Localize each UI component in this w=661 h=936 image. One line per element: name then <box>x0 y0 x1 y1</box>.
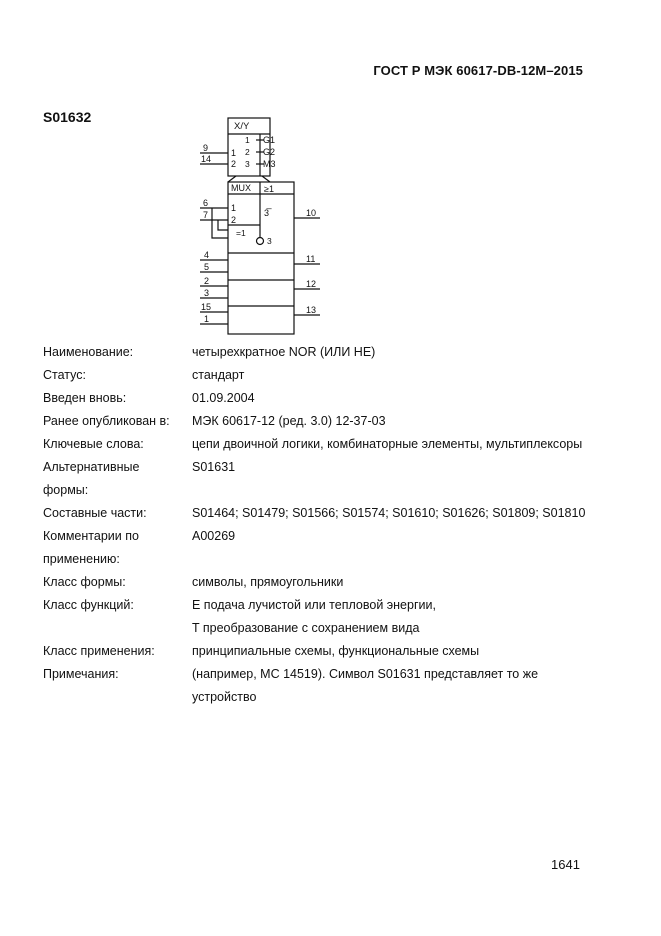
field-value: символы, прямоугольники <box>192 575 344 589</box>
field-shape-class <box>43 571 633 594</box>
section1-pin-1: 4 <box>204 250 210 260</box>
output-pin-3: 12 <box>306 279 317 289</box>
field-value: цепи двоичной логики, комбинаторные элементы, мультиплексоры <box>192 437 583 451</box>
field-label: Составные части: <box>43 506 147 520</box>
section3-pin-1: 15 <box>201 302 212 312</box>
control-title: X/Y <box>234 121 250 132</box>
logic-symbol-diagram <box>190 112 340 342</box>
field-label: Класс формы: <box>43 575 126 589</box>
field-label: Комментарии по применению: <box>43 529 139 566</box>
xor-output-number: 3 <box>267 236 272 246</box>
page-number: 1641 <box>551 857 580 872</box>
field-published-in <box>43 410 633 433</box>
field-value: четырехкратное NOR (ИЛИ НЕ) <box>192 345 376 359</box>
control-out-number-3: 3 <box>245 159 250 169</box>
symbol-code: S01632 <box>43 109 92 125</box>
field-value: МЭК 60617-12 (ред. 3.0) 12-37-03 <box>192 414 386 428</box>
invert-circle <box>257 238 264 245</box>
document-header: ГОСТ Р МЭК 60617-DB-12М–2015 <box>373 63 583 78</box>
field-keywords <box>43 433 633 456</box>
logic-symbol-svg <box>190 112 340 342</box>
mux-in-label-1: 1 <box>231 203 237 213</box>
control-in-label-1: 1 <box>231 148 237 158</box>
field-name <box>43 341 633 364</box>
mux-block-frame <box>228 182 294 334</box>
section1-pin-2: 5 <box>204 262 210 272</box>
section2-pin-2: 3 <box>204 288 210 298</box>
field-alternative-forms <box>43 456 633 502</box>
field-value: принципиальные схемы, функциональные схемы <box>192 644 480 658</box>
field-label: Введен вновь: <box>43 391 127 405</box>
field-components <box>43 502 633 525</box>
mux-feedback-line-1 <box>212 208 228 238</box>
field-value: S01631 <box>192 460 236 474</box>
field-label: Ключевые слова: <box>43 437 144 451</box>
neck-left <box>228 176 236 182</box>
mux-inner-label: 3̅ <box>264 208 270 218</box>
control-out-label-1: G1 <box>263 135 276 145</box>
field-label: Ранее опубликован в: <box>43 414 170 428</box>
mux-in-label-2: 2 <box>231 215 237 225</box>
mux-pin-2: 7 <box>203 210 209 220</box>
field-label: Статус: <box>43 368 86 382</box>
field-value: E подача лучистой или тепловой энергии, T преобразование с сохранением вида <box>192 598 436 635</box>
field-value: A00269 <box>192 529 236 543</box>
field-status <box>43 364 633 387</box>
mux-function: ≥1 <box>264 184 274 194</box>
field-label: Класс функций: <box>43 598 134 612</box>
output-pin-1: 10 <box>306 208 317 218</box>
field-introduced <box>43 387 633 410</box>
control-pin-2: 14 <box>201 154 212 164</box>
field-label: Альтернативные формы: <box>43 460 140 497</box>
mux-feedback-line-2 <box>218 220 228 230</box>
control-pin-1: 9 <box>203 143 209 153</box>
symbol-properties <box>43 341 633 709</box>
field-function-class <box>43 594 633 640</box>
section2-pin-1: 2 <box>204 276 210 286</box>
output-pin-4: 13 <box>306 305 317 315</box>
output-pin-2: 11 <box>306 254 316 264</box>
mux-title: MUX <box>231 183 251 193</box>
field-usage-comments <box>43 525 633 571</box>
control-out-number-2: 2 <box>245 147 250 157</box>
control-in-label-2: 2 <box>231 159 237 169</box>
mux-pin-1: 6 <box>203 198 209 208</box>
control-out-label-3: M3 <box>263 159 276 169</box>
field-label: Наименование: <box>43 345 134 359</box>
control-out-number-1: 1 <box>245 135 250 145</box>
field-value: (например, МС 14519). Символ S01631 представляет то же устройство <box>192 667 539 704</box>
section3-pin-2: 1 <box>204 314 210 324</box>
field-application-class <box>43 640 633 663</box>
neck-right <box>262 176 270 182</box>
field-value: 01.09.2004 <box>192 391 255 405</box>
field-label: Примечания: <box>43 667 119 681</box>
xor-label: =1 <box>236 228 246 238</box>
field-label: Класс применения: <box>43 644 155 658</box>
field-value: S01464; S01479; S01566; S01574; S01610; S01626; S01809; S01810 <box>192 506 586 520</box>
field-value: стандарт <box>192 368 245 382</box>
field-notes <box>43 663 633 709</box>
control-out-label-2: G2 <box>263 147 276 157</box>
